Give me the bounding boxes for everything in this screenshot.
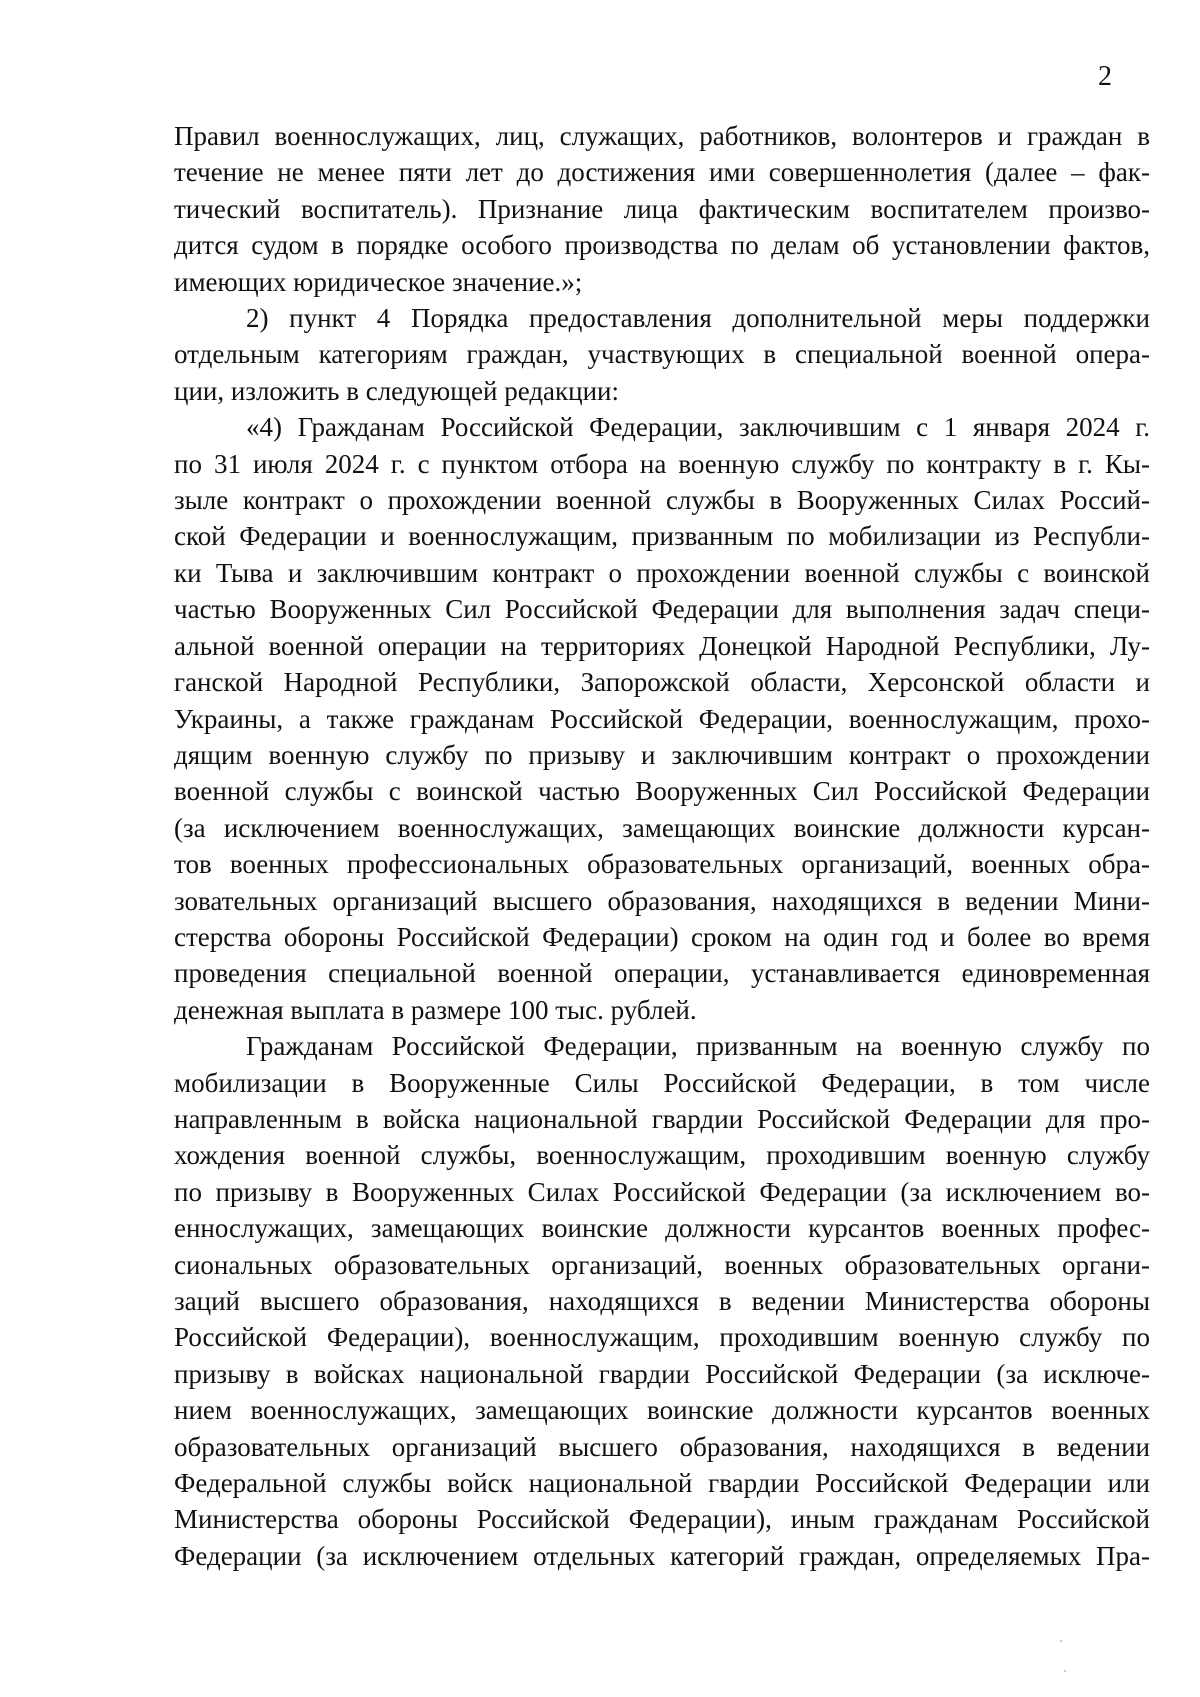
text-line: по 31 июля 2024 г. с пунктом отбора на военную службу по контракту в г. Кы- — [174, 448, 1150, 479]
text-line: хождения военной службы, военнослужащим, проходившим военную службу — [174, 1140, 1150, 1171]
text-line: дится судом в порядке особого производства по делам об установлении фактов, — [174, 230, 1150, 261]
text-line: ской Федерации и военнослужащим, призванным по мобилизации из Республи- — [174, 521, 1150, 552]
text-line: Российской Федерации), военнослужащим, проходившим военную службу по — [174, 1322, 1150, 1353]
page-number: 2 — [1098, 61, 1112, 92]
text-line: еннослужащих, замещающих воинские должности курсантов военных профес- — [174, 1213, 1150, 1244]
scan-speck — [1060, 1640, 1062, 1642]
text-line: призыву в войсках национальной гвардии Российской Федерации (за исключе- — [174, 1358, 1150, 1389]
text-line: сиональных образовательных организаций, военных образовательных органи- — [174, 1249, 1150, 1280]
text-line: военной службы с воинской частью Вооруженных Сил Российской Федерации — [174, 776, 1150, 807]
text-line: (за исключением военнослужащих, замещающих воинские должности курсан- — [174, 812, 1150, 843]
scan-speck — [1064, 1670, 1066, 1672]
text-line: мобилизации в Вооруженные Силы Российской Федерации, в том числе — [174, 1067, 1150, 1098]
paragraph-4 — [174, 1028, 1150, 1574]
text-line: ганской Народной Республики, Запорожской области, Херсонской области и — [174, 667, 1150, 698]
text-line: Украины, а также гражданам Российской Федерации, военнослужащим, прохо- — [174, 703, 1150, 734]
text-line: Правил военнослужащих, лиц, служащих, работников, волонтеров и граждан в — [174, 121, 1150, 151]
text-line: отдельным категориям граждан, участвующих в специальной военной опера- — [174, 339, 1150, 370]
text-line: заций высшего образования, находящихся в ведении Министерства обороны — [174, 1286, 1150, 1316]
text-line: ции, изложить в следующей редакции: — [174, 375, 620, 406]
text-line: проведения специальной военной операции, устанавливается единовременная — [174, 958, 1150, 989]
text-line: Министерства обороны Российской Федерации), иным гражданам Российской — [174, 1504, 1150, 1535]
paragraph-2 — [174, 300, 1150, 409]
text-line: тов военных профессиональных образовательных организаций, военных обра- — [174, 849, 1150, 880]
text-line: денежная выплата в размере 100 тыс. рублей. — [174, 994, 697, 1025]
text-line: 2) пункт 4 Порядка предоставления дополнительной меры поддержки — [246, 303, 1150, 334]
text-line: образовательных организаций высшего образования, находящихся в ведении — [174, 1431, 1150, 1462]
text-line: ки Тыва и заключившим контракт о прохождении военной службы с воинской — [174, 557, 1150, 588]
text-line: Федеральной службы войск национальной гвардии Российской Федерации или — [174, 1468, 1150, 1499]
text-line: «4) Гражданам Российской Федерации, заключившим с 1 января 2024 г. — [246, 412, 1150, 443]
text-line: дящим военную службу по призыву и заключившим контракт о прохождении — [174, 739, 1150, 770]
text-line: по призыву в Вооруженных Силах Российской Федерации (за исключением во- — [174, 1176, 1150, 1207]
text-line: стерства обороны Российской Федерации) сроком на один год и более во время — [174, 921, 1150, 952]
text-line: Федерации (за исключением отдельных категорий граждан, определяемых Пра- — [174, 1540, 1150, 1571]
text-line: альной военной операции на территориях Донецкой Народной Республики, Лу- — [174, 630, 1150, 661]
text-line: Гражданам Российской Федерации, призванным на военную службу по — [246, 1031, 1150, 1062]
paragraph-1 — [174, 118, 1150, 300]
text-line: тический воспитатель). Признание лица фактическим воспитателем произво- — [174, 193, 1150, 224]
text-line: зовательных организаций высшего образования, находящихся в ведении Мини- — [174, 885, 1150, 916]
paragraph-3 — [174, 409, 1150, 1028]
text-line: имеющих юридическое значение.»; — [174, 266, 583, 297]
text-line: частью Вооруженных Сил Российской Федерации для выполнения задач специ- — [174, 594, 1150, 625]
text-line: течение не менее пяти лет до достижения ими совершеннолетия (далее – фак- — [174, 157, 1150, 188]
text-line: направленным в войска национальной гвардии Российской Федерации для про- — [174, 1103, 1150, 1134]
text-line: зыле контракт о прохождении военной службы в Вооруженных Силах Россий- — [174, 485, 1150, 516]
document-body — [174, 118, 1150, 1574]
text-line: нием военнослужащих, замещающих воинские должности курсантов военных — [174, 1395, 1150, 1426]
